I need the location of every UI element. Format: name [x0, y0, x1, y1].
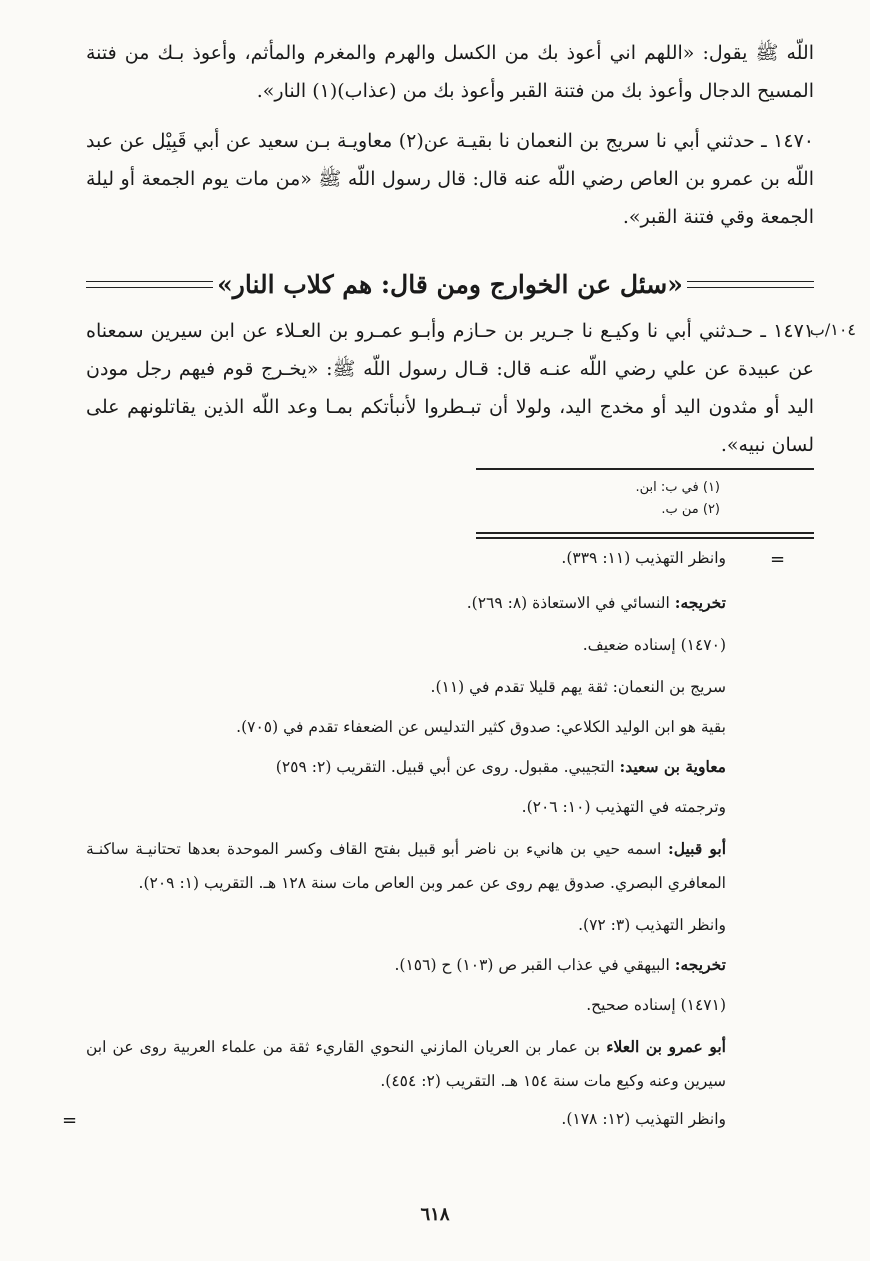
continuation-mark-bottom: = [62, 1110, 78, 1131]
label-bold: تخريجه: [674, 955, 726, 974]
margin-folio-note: ١٠٤/ب [809, 320, 856, 339]
commentary-line: سريج بن النعمان: ثقة يهم قليلا تقدم في (١١). [430, 678, 726, 696]
paragraph-text: ١٤٧٠ ـ حدثني أبي نا سريج بن النعمان نا بقيـة عن(٢) معاويـة بـن سعيد عن أبي قَبِيْل عن عبد اللّه بن عمرو بن العاص رضي اللّه عنه قال: قال رسول اللّه ﷺ «من مات يوم الجمعة أو ليلة الجمعة وقي فتنة القبر». [86, 130, 814, 228]
line-text: النسائي في الاستعاذة (٨: ٢٦٩). [466, 594, 675, 612]
commentary-line: (١٤٧٠) إسناده ضعيف. [582, 636, 726, 654]
label-bold: تخريجه: [674, 593, 726, 612]
commentary-line: (١٤٧١) إسناده صحيح. [586, 996, 726, 1014]
section-heading: «سئل عن الخوارج ومن قال: هم كلاب النار» [217, 269, 683, 299]
line-text: التجيبي. مقبول. روى عن أبي قبيل. التقريب (٢: ٢٥٩) [275, 758, 620, 776]
page-number: ٦١٨ [420, 1204, 450, 1225]
commentary-line [276, 750, 726, 784]
footnote-1: (١) في ب: ابن. [635, 480, 720, 495]
label-bold: معاوية بن سعيد: [619, 757, 726, 776]
label-bold: أبو قبيل: [668, 839, 726, 858]
commentary-line: وانظر التهذيب (٣: ٧٢). [578, 916, 726, 934]
paragraph-text: اللّه ﷺ يقول: «اللهم اني أعوذ بك من الكسل والهرم والمغرم والمأثم، وأعوذ بـك من فتنة المسيح الدجال وأعوذ بك من فتنة القبر وأعوذ بك من (عذاب)(١) النار». [86, 42, 814, 102]
line-text: البيهقي في عذاب القبر ص (١٠٣) ح (١٥٦). [394, 956, 675, 974]
commentary-line: بقية هو ابن الوليد الكلاعي: صدوق كثير التدليس عن الضعفاء تقدم في (٧٠٥). [236, 718, 726, 736]
commentary-paragraph [86, 1030, 726, 1098]
commentary-line: وانظر التهذيب (١٢: ١٧٨). [561, 1110, 726, 1128]
commentary-line: وترجمته في التهذيب (١٠: ٢٠٦). [521, 798, 726, 816]
commentary-line [394, 948, 726, 982]
commentary-line [467, 586, 726, 620]
commentary-line: وانظر التهذيب (١١: ٣٣٩). [561, 549, 726, 567]
line-text: بن عمار بن العريان المازني النحوي القاريء ثقة من علماء العربية روى عن ابن سيرين وعنه وكيع مات سنة ١٥٤ هـ. التقريب (٢: ٤٥٤). [86, 1038, 726, 1090]
label-bold: أبو عمرو بن العلاء [606, 1037, 726, 1056]
paragraph-text: ١٤٧١ ـ حـدثني أبي نا وكيـع نا جـرير بن حـازم وأبـو عمـرو بن العـلاء عن ابن سيرين سمعناه عن عبيدة عن علي رضي اللّه عنـه قال: قـال رسول اللّه ﷺ: «يخـرج قوم فيهم رجل مودن اليد أو مثدون اليد أو مخدج اليد، ولولا أن تبـطروا لأنبأتكم بمـا وعد اللّه الذين يقاتلونهم على لسان نبيه». [86, 320, 814, 456]
line-text: اسمه حيي بن هانيء بن ناضر أبو قبيل بفتح القاف وكسر الموحدة بعدها تحتانيـة ساكنـة المعافري البصري. صدوق يهم روى عن عمر وبن العاص مات سنة ١٢٨ هـ. التقريب (١: ٢٠٩). [86, 840, 726, 892]
footnote-2: (٢) من ب. [661, 502, 720, 517]
continuation-mark: = [770, 549, 786, 570]
commentary-paragraph [86, 832, 726, 900]
commentary-block [86, 0, 726, 1261]
